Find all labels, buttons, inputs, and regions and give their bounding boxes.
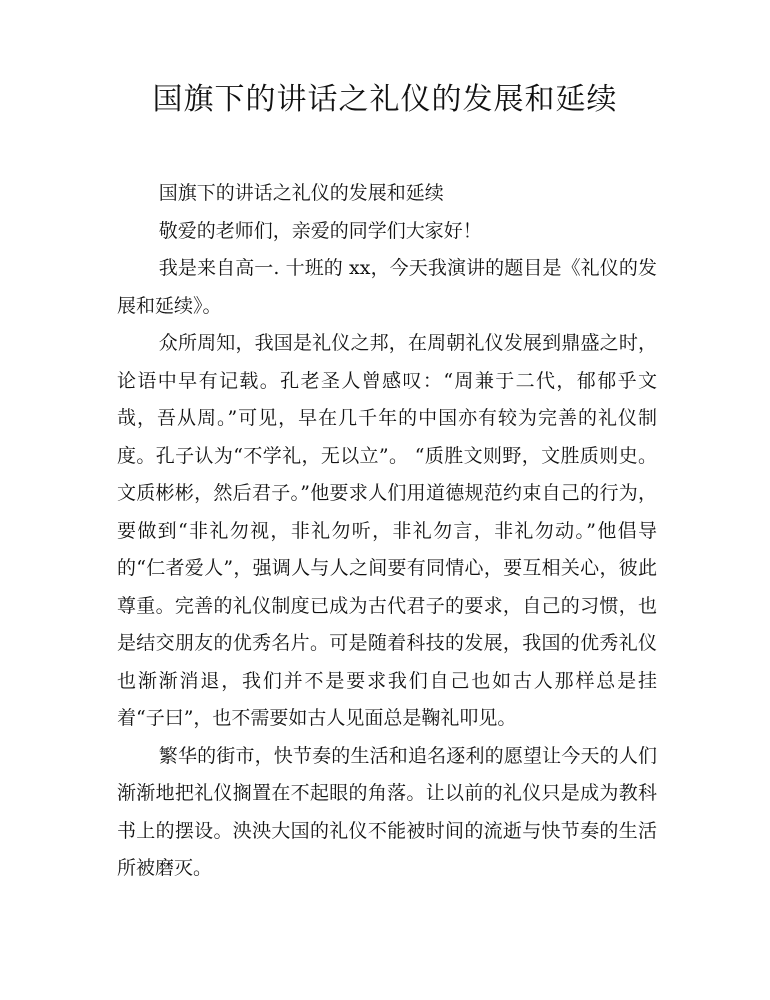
page-title: 国旗下的讲话之礼仪的发展和延续 [152,82,618,117]
paragraph-greeting: 敬爱的老师们，亲爱的同学们大家好！ [158,219,482,242]
paragraph-history: 众所周知，我国是礼仪之邦，在周朝礼仪发展到鼎盛之时，论语中早有记载。孔老圣人曾感叹：“周兼于二代，郁郁乎文哉，吾从周。”可见，早在几千年的中国亦有较为完善的礼仪制度。孔子认为“不学礼，无以立”。 “质胜文则野，文胜质则史。文质彬彬，然后君子。”他要求人们用道德规范约束自己的行为，要做到“非礼勿视，非礼勿听，非礼勿言，非礼勿动。”他倡导的“仁者爱人”，强调人与人之间要有同情心，要互相关心，彼此尊重。完善的礼仪制度已成为古代君子的要求，自己的习惯，也是结交朋友的优秀名片。可是随着科技的发展，我国的优秀礼仪也渐渐消退，我们并不是要求我们自己也如古人那样总是挂着“子曰”，也不需要如古人见面总是鞠礼叩见。 [117,332,657,729]
paragraph-subtitle: 国旗下的讲话之礼仪的发展和延续 [158,182,444,204]
document-body [117,175,657,888]
paragraph-introduction: 我是来自高一. 十班的 xx，今天我演讲的题目是《礼仪的发展和延续》。 [117,257,657,317]
paragraph-modern-life: 繁华的街市，快节奏的生活和追名逐利的愿望让今天的人们渐渐地把礼仪搁置在不起眼的角落。让以前的礼仪只是成为教科书上的摆设。泱泱大国的礼仪不能被时间的流逝与快节奏的生活所被磨灭。 [117,744,657,879]
